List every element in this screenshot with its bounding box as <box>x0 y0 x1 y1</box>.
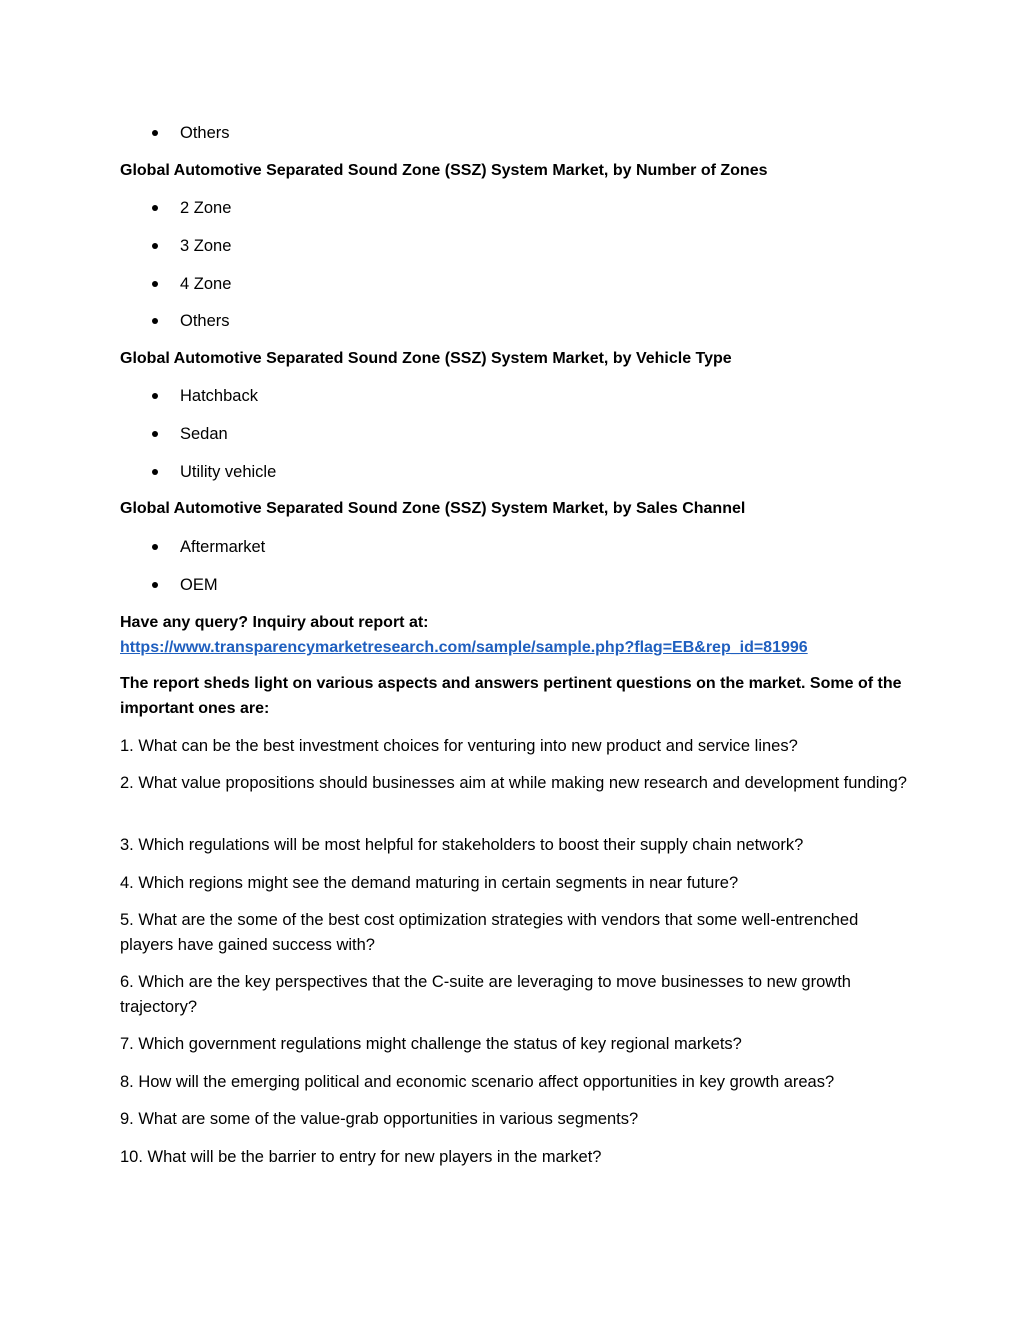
question-item: 4. Which regions might see the demand maturing in certain segments in near future? <box>120 874 739 892</box>
bullet-icon <box>152 130 158 136</box>
question-item: 2. What value propositions should businesses aim at while making new research and development funding? <box>120 774 907 792</box>
question-item: 1. What can be the best investment choices for venturing into new product and service lines? <box>120 737 798 755</box>
bullet-icon <box>152 205 158 211</box>
bullet-icon <box>152 469 158 475</box>
question-item: 8. How will the emerging political and economic scenario affect opportunities in key growth areas? <box>120 1073 835 1091</box>
question-item: 9. What are some of the value-grab opportunities in various segments? <box>120 1110 639 1128</box>
bullet-icon <box>152 318 158 324</box>
inquiry-link[interactable]: https://www.transparencymarketresearch.com/sample/sample.php?flag=EB&rep_id=81996 <box>120 639 808 656</box>
bullet-icon <box>152 243 158 249</box>
section-heading-sales-channel: Global Automotive Separated Sound Zone (SSZ) System Market, by Sales Channel <box>120 500 746 517</box>
question-item: 10. What will be the barrier to entry for new players in the market? <box>120 1148 602 1166</box>
question-item: 7. Which government regulations might challenge the status of key regional markets? <box>120 1035 742 1053</box>
section-heading-vehicle-type: Global Automotive Separated Sound Zone (SSZ) System Market, by Vehicle Type <box>120 350 732 367</box>
question-item: 6. Which are the key perspectives that the C-suite are leveraging to move businesses to new growth trajectory? <box>120 973 851 1016</box>
bullet-icon <box>152 544 158 550</box>
question-item: 3. Which regulations will be most helpful for stakeholders to boost their supply chain network? <box>120 836 804 854</box>
question-item: 5. What are the some of the best cost optimization strategies with vendors that some well-entrenched players have gained success with? <box>120 911 859 954</box>
bullet-icon <box>152 431 158 437</box>
intro-paragraph: The report sheds light on various aspects and answers pertinent questions on the market. Some of the important ones are: <box>120 675 902 717</box>
bullet-icon <box>152 582 158 588</box>
bullet-icon <box>152 281 158 287</box>
bullet-icon <box>152 393 158 399</box>
inquiry-label: Have any query? Inquiry about report at: <box>120 614 429 631</box>
document-page: Others Global Automotive Separated Sound Zone (SSZ) System Market, by Number of Zones 2 Zone 3 Zone 4 Zone Others Global Automotive Separated Sound Zone (SSZ) System Market, by Vehicle Type Hatchback Sedan Utility vehicle Global Automotive Separated Sound Zone (SSZ) System Market, by Sales Channel Aftermarket OEM Have any query? Inquiry about report at: https://www.transparencymarketresearch.com/sample/sample.php?flag=EB&rep_id=81996 The report sheds light on various aspects and answers pertinent questions on the market. Some of the important ones are: 1. What can be the best investment choices for venturing into new product and service lines? 2. What value propositions should businesses aim at while making new research and development funding? 3. Which regulations will be most helpful for stakeholders to boost their supply chain network? 4. Which regions might see the demand maturing in certain segments in near future? 5. What are the some of the best cost optimization strategies with vendors that some well-entrenched players have gained success with? 6. Which are the key perspectives that the C-suite are leveraging to move businesses to new growth trajectory? 7. Which government regulations might challenge the status of key regional markets? 8. How will the emerging political and economic scenario affect opportunities in key growth areas? 9. What are some of the value-grab opportunities in various segments? 10. What will be the barrier to entry for new players in the market? <box>0 0 1024 1325</box>
section-heading-number-of-zones: Global Automotive Separated Sound Zone (SSZ) System Market, by Number of Zones <box>120 162 768 179</box>
inquiry-block <box>120 610 910 660</box>
